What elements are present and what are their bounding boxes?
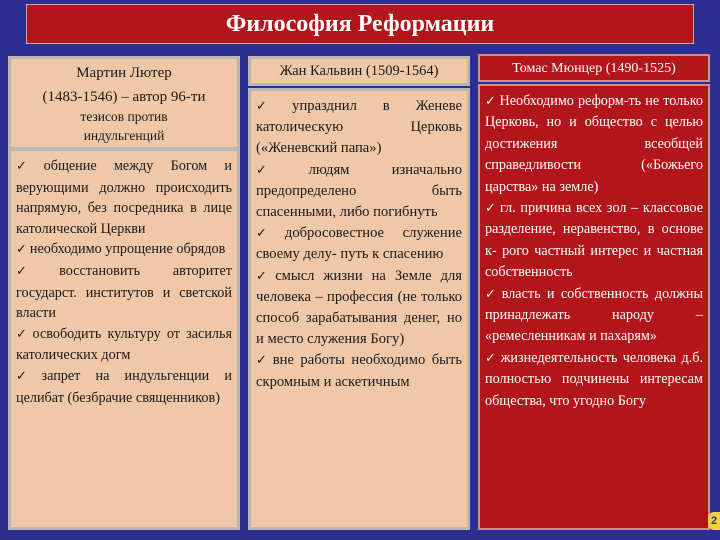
check-mark-icon: ✓ — [16, 368, 39, 384]
list-item: ✓ вне работы необходимо быть скромным и аскетичным — [256, 352, 462, 390]
luther-name: Мартин Лютер — [76, 65, 172, 81]
list-item: ✓ необходимо упрощение обрядов — [16, 241, 226, 258]
luther-subtitle-2: индульгенций — [83, 128, 165, 143]
list-item: ✓ жизнедеятельность человека д.б. полностью подчинены интересам общества, что угодно Богу — [485, 349, 703, 409]
luther-subtitle-1: тезисов против — [80, 109, 168, 124]
check-mark-icon: ✓ — [256, 226, 282, 242]
check-mark-icon: ✓ — [256, 99, 290, 114]
muntzer-header — [478, 54, 710, 82]
check-mark-icon: ✓ — [485, 94, 497, 109]
luther-header — [8, 56, 240, 150]
calvin-name: Жан Кальвин (1509-1564) — [279, 63, 439, 79]
list-item: ✓ людям изначально предопределено быть спасенными, либо погибнуть — [256, 161, 462, 221]
check-mark-icon: ✓ — [16, 326, 30, 342]
slide-title-bar — [26, 4, 694, 44]
check-mark-icon: ✓ — [485, 286, 499, 302]
luther-years: (1483-1546) – автор 96-ти — [42, 89, 206, 105]
list-item: ✓ освободить культуру от засилья католических догм — [16, 325, 232, 364]
calvin-header — [248, 56, 470, 86]
list-item: ✓ добросовестное служение своему делу- путь к спасению — [256, 225, 462, 263]
calvin-list — [248, 88, 470, 530]
check-mark-icon: ✓ — [256, 268, 273, 284]
check-mark-icon: ✓ — [16, 159, 41, 174]
list-item: ✓ Необходимо реформ-ть не только Церковь, но и общество с целью достижения всеобщей справедливости («Божьего царства» на земле) — [485, 93, 703, 195]
list-item: ✓ общение между Богом и верующими должно происходить напрямую, без посредника в лице католической Церкви — [16, 158, 232, 237]
check-mark-icon: ✓ — [485, 201, 498, 217]
list-item: ✓ восстановить авторитет государст. институтов и светской власти — [16, 262, 232, 322]
check-mark-icon: ✓ — [256, 162, 306, 178]
muntzer-name: Томас Мюнцер (1490-1525) — [512, 61, 676, 76]
list-item: ✓ гл. причина всех зол – классовое разделение, неравенство, в основе к- рого частный интерес и частная собственность — [485, 200, 703, 281]
slide-title: Философия Реформации — [225, 10, 495, 37]
check-mark-icon: ✓ — [16, 242, 27, 258]
muntzer-list — [478, 84, 710, 530]
list-item: ✓ власть и собственность должны принадлежать народу – «ремесленникам и пахарям» — [485, 285, 703, 345]
luther-list — [8, 148, 240, 530]
check-mark-icon: ✓ — [256, 353, 270, 369]
list-item: ✓ запрет на индульгенции и целибат (безбрачие священников) — [16, 367, 232, 406]
list-item: ✓ упразднил в Женеве католическую Церковь («Женевский папа») — [256, 98, 462, 157]
check-mark-icon: ✓ — [16, 263, 57, 279]
list-item: ✓ смысл жизни на Земле для человека – профессия (не только способ зарабатывания денег, но и место служения Богу) — [256, 267, 462, 348]
slide-number-badge: 2 — [708, 512, 720, 530]
check-mark-icon: ✓ — [485, 350, 498, 366]
